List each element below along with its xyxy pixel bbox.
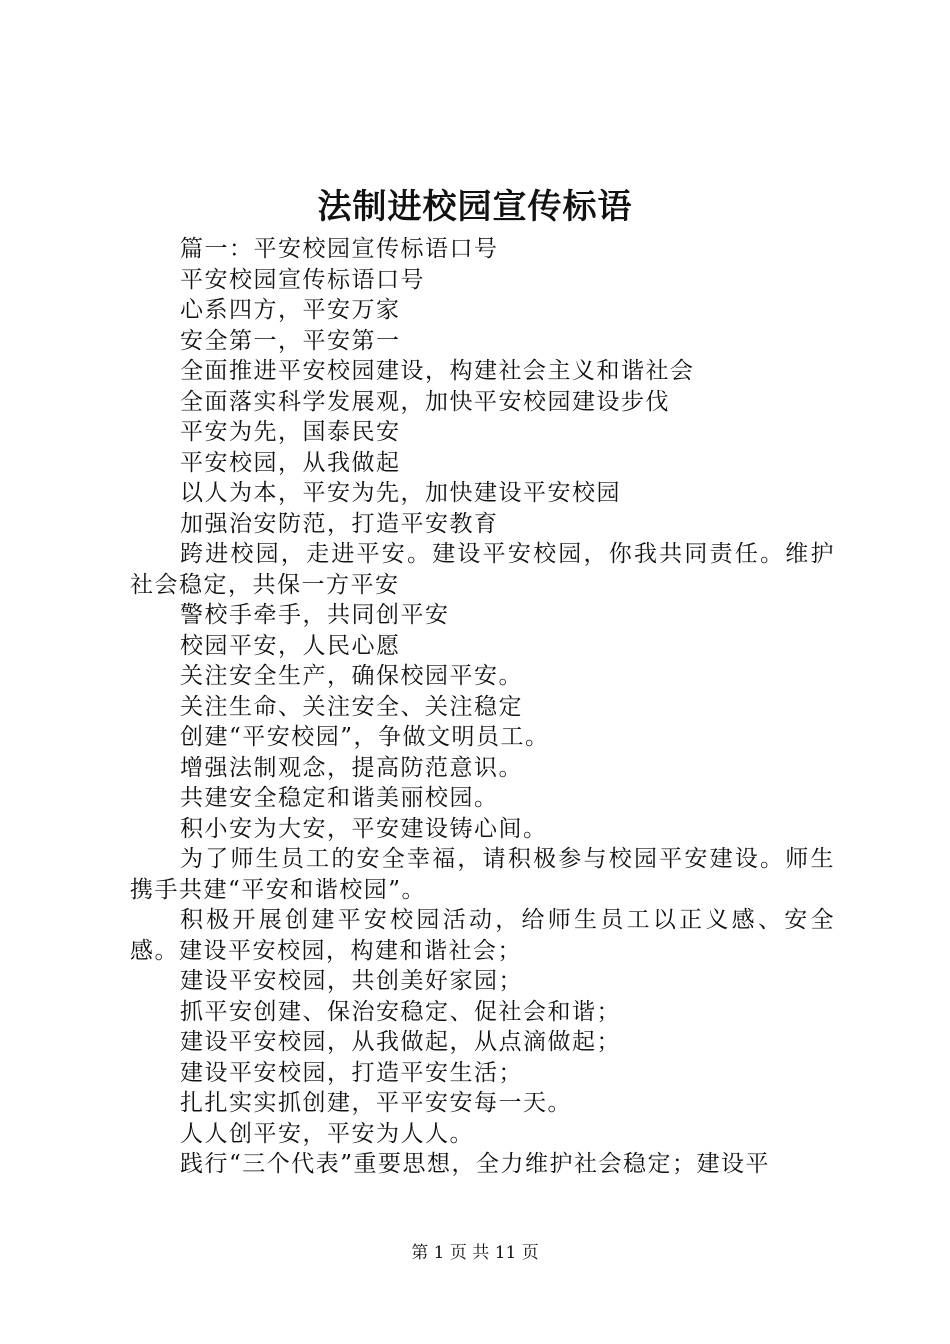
paragraph: 加强治安防范，打造平安教育 [180, 510, 499, 537]
paragraph: 警校手牵手，共同创平安 [180, 602, 450, 628]
paragraph: 扎扎实实抓创建，平平安安每一天。 [180, 1090, 572, 1116]
paragraph: 积小安为大安，平安建设铸心间。 [180, 815, 548, 842]
paragraph: 校园平安，人民心愿 [180, 632, 401, 659]
paragraph: 安全第一，平安第一 [180, 327, 401, 354]
paragraph: 平安校园宣传标语口号 [180, 266, 425, 293]
paragraph: 全面推进平安校园建设，构建社会主义和谐社会 [180, 358, 695, 384]
paragraph: 抓平安创建、保治安稳定、促社会和谐； [180, 998, 621, 1025]
paragraph: 跨进校园，走进平安。建设平安校园，你我共同责任。维护社会稳定，共保一方平安 [130, 541, 835, 598]
paragraph: 建设平安校园，打造平安生活； [180, 1059, 523, 1086]
document-title: 法制进校园宣传标语 [317, 187, 633, 227]
paragraph: 平安校园，从我做起 [180, 449, 401, 476]
paragraph: 全面落实科学发展观，加快平安校园建设步伐 [180, 388, 670, 415]
paragraph: 人人创平安，平安为人人。 [180, 1120, 474, 1147]
paragraph: 为了师生员工的安全幸福，请积极参与校园平安建设。师生携手共建“平安和谐校园”。 [130, 846, 835, 903]
paragraph: 共建安全稳定和谐美丽校园。 [180, 785, 499, 811]
page-footer: 第 1 页 共 11 页 [411, 1243, 539, 1263]
paragraph: 篇一：平安校园宣传标语口号 [180, 236, 499, 262]
paragraph: 关注安全生产，确保校园平安。 [180, 663, 523, 689]
paragraph: 心系四方，平安万家 [180, 297, 401, 323]
paragraph: 建设平安校园，共创美好家园； [180, 968, 523, 994]
paragraph: 积极开展创建平安校园活动，给师生员工以正义感、安全感。建设平安校园，构建和谐社会； [130, 907, 835, 964]
paragraph: 践行“三个代表”重要思想，全力维护社会稳定；建设平 [180, 1151, 771, 1177]
paragraph: 关注生命、关注安全、关注稳定 [180, 693, 523, 720]
paragraph: 建设平安校园，从我做起，从点滴做起； [180, 1029, 621, 1055]
paragraph: 以人为本，平安为先，加快建设平安校园 [180, 480, 621, 506]
paragraph: 平安为先，国泰民安 [180, 419, 401, 445]
paragraph: 增强法制观念，提高防范意识。 [180, 754, 523, 781]
paragraph: 创建“平安校园”，争做文明员工。 [180, 724, 550, 750]
document-body [130, 234, 835, 1180]
